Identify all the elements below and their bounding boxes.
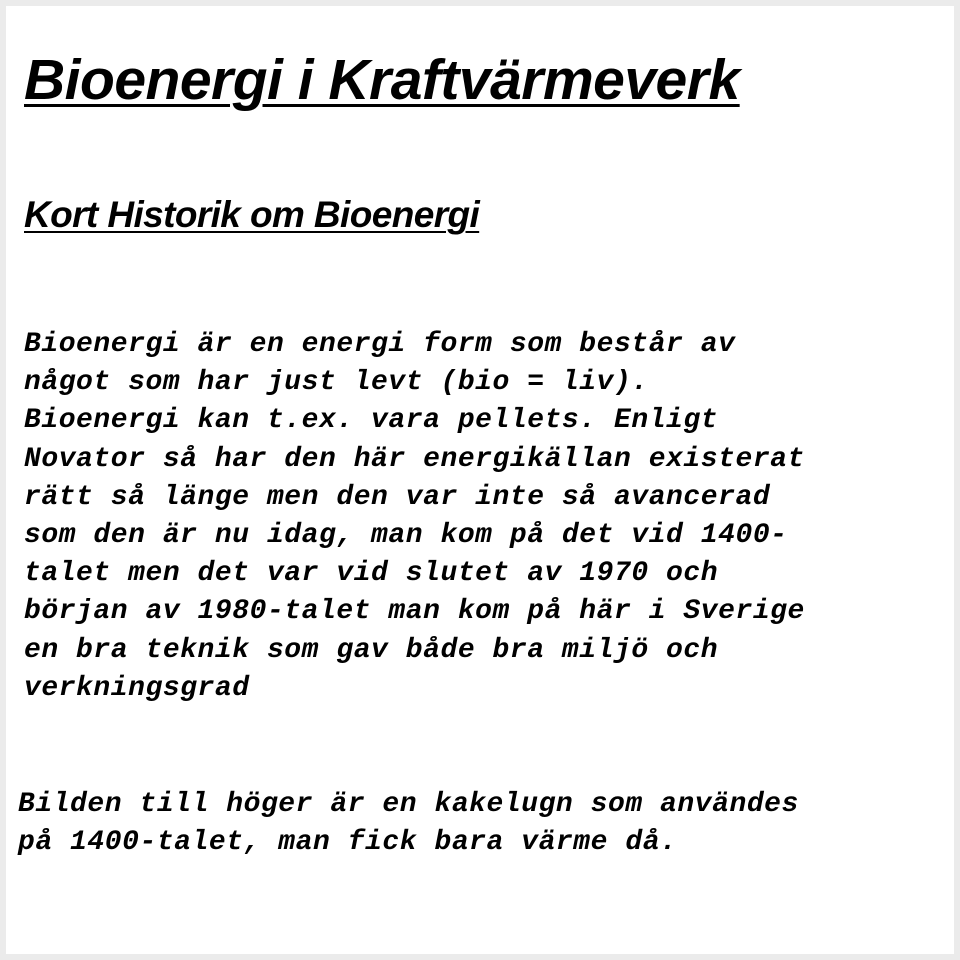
paragraph-line: något som har just levt (bio = liv). [24, 367, 649, 399]
paragraph-line: Bioenergi kan t.ex. vara pellets. Enligt [24, 405, 719, 437]
paragraph-line: verkningsgrad [24, 672, 250, 704]
body-paragraph-history [24, 326, 805, 708]
paragraph-line: som den är nu idag, man kom på det vid 1400- [24, 520, 788, 552]
body-paragraph-image-caption [18, 786, 799, 862]
paragraph-line: talet men det var vid slutet av 1970 och [24, 558, 719, 590]
paragraph-line: på 1400-talet, man fick bara värme då. [18, 827, 678, 859]
paragraph-line: Novator så har den här energikällan existerat [24, 443, 805, 475]
document-page [6, 6, 954, 954]
paragraph-line: en bra teknik som gav både bra miljö och [24, 634, 719, 666]
section-heading: Kort Historik om Bioenergi [24, 194, 480, 235]
paragraph-line: början av 1980-talet man kom på här i Sverige [24, 596, 805, 628]
paragraph-line: rätt så länge men den var inte så avancerad [24, 481, 771, 513]
paragraph-line: Bilden till höger är en kakelugn som användes [18, 789, 799, 820]
page-title: Bioenergi i Kraftvärmeverk [24, 48, 740, 112]
paragraph-line: Bioenergi är en energi form som består av [24, 329, 736, 360]
